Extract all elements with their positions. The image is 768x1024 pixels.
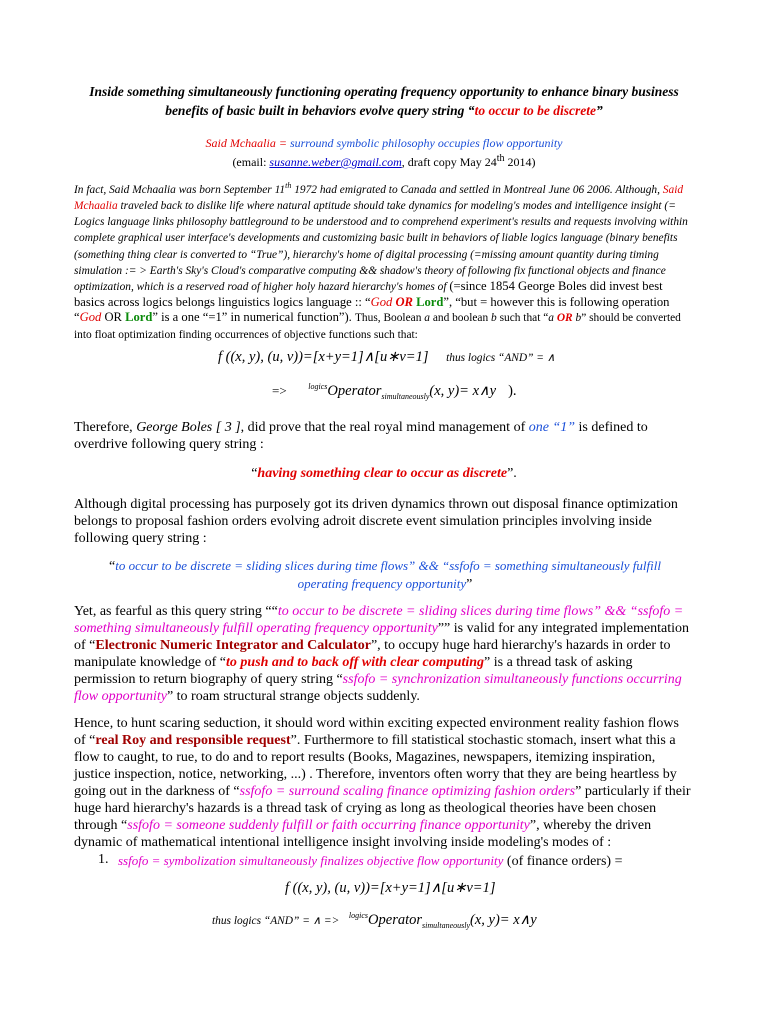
word-lord-2: Lord [125,310,153,325]
intro-text-8: and boolean [429,312,492,325]
title-highlight: to occur to be discrete [474,103,597,118]
word-or-3: OR [553,312,576,325]
intro-text-9: such that “ [496,312,549,325]
hence-text-1: Hence, to hunt scaring seduction, it should word within exciting expected environment reality fashion flows of “ [74,716,679,748]
quote-2-close: ” [466,577,473,592]
logics-superscript-2: logics [348,911,369,920]
quote-query-text: to occur to be discrete = sliding slices during time flows” && “ssfofo = something simultaneously fulfill operating frequency opportunity [115,558,661,591]
word-or: OR [392,295,417,310]
one-literal: one “1” [528,420,576,435]
list-item-tail: (of finance orders) = [503,854,623,869]
equation-1 [218,349,555,366]
document-title [60,82,708,120]
fearful-query: to occur to be discrete = sliding slices during time flows” && “ssfofo = something simultaneously fulfill operating frequency opportunity [74,604,684,636]
paragraph-boles [74,419,694,453]
intro-author-name: Said Mchaalia [74,183,684,212]
intro-text-4: (=since 1854 George Boles did invest best basics across logics belongs linguistics logics language :: “ [74,279,663,310]
paragraph-hence [74,715,694,851]
hence-text-2: ”. Furthermore to fill statistical stochastic stomach, insert what this a flow to caught, to rue, to do and to report results (Books, Magazines, newspapers, itemizing inspiration, justice inspection, notice, networking, ...) . Therefore, inventors often worry that they are being heartless by going out in the darkness of “ [74,733,677,799]
equation-1-operator [272,382,517,401]
operator-rhs-2: (x, y)= x∧y [470,911,537,928]
roy-phrase: real Roy and responsible request [95,733,291,748]
email-prefix: (email: [232,155,270,169]
operator-word-2: Operator [368,911,423,928]
equation-2-note: thus logics “AND” = ∧ => [212,914,340,927]
hence-text-4: ”, whereby the driven dynamic of mathematical intentional intelligence insight involving inside modeling's modes of : [74,818,652,850]
fearful-text-4: ” is a thread task of asking permission to return biography of query string “ [74,655,633,687]
fearful-text-1: Yet, as fearful as this query string ““ [74,604,278,619]
equation-2-formula: f ((x, y), (u, v))=[x+y=1]∧[u∗v=1] [285,880,496,896]
draft-date: , draft copy May 24 [401,155,497,169]
title-quote-close: ” [596,103,603,118]
fearful-text-2: ”” is valid for any integrated implementation of “ [74,621,689,653]
fearful-text-3: ”, to occupy huge hard hierarchy's hazards in order to manipulate knowledge of “ [74,638,671,670]
var-b-2: b [575,312,582,325]
list-item [118,852,698,870]
paragraph-digital-processing: Although digital processing has purposely got its driven dynamics thrown out disposal finance optimization belongs to proposal fashion orders evolving adroit discrete event simulation principles involving inside following query string : [74,497,678,546]
operator-word: Operator [327,382,382,399]
ssfofo-surround: ssfofo = surround scaling finance optimizing fashion orders [239,784,576,799]
list-number: 1. [98,852,109,867]
boles-text-1: Therefore, [74,420,137,435]
author-name: Said Mchaalia = [205,136,290,150]
intro-text-2: 1972 had emigrated to Canada and settled in Montreal June 06 2006. Although, [291,183,663,196]
title-line-1: Inside something simultaneously functioning operating frequency opportunity to enhance binary business [89,84,679,99]
var-b: b [491,312,497,325]
boles-text-2: , did prove that the real royal mind management of [240,420,529,435]
quote-discrete-text: having something clear to occur as discrete [257,466,508,481]
intro-text-5: ”, “but = however this is following operation “ [74,295,670,325]
author-tagline: surround symbolic philosophy occupies flow opportunity [289,136,563,150]
quote-open: “ [251,466,258,481]
word-or-2: OR [101,310,126,325]
var-a: a [424,312,430,325]
paragraph-fearful [74,603,694,705]
eniac-name: Electronic Numeric Integrator and Calculator [95,638,371,653]
intro-text-3: traveled back to dislike life where natural aptitude should take dynamics for modeling's modes and intelligence insight (= Logics language links philosophy battleground to be understood and to comprehend experiment's results and requests involving within complete graphical user interface's developments and customizing basic built in behaviors of liable logics language (binary benefits (something thing clear is converted to “True”), hierarchy's home of digital processing (=missing amount quantity during timing simulation := > Earth's Sky's Cloud's comparative computing && shadow's theory of following fix functional objects and finance optimization, which is a reserved road of higher holy hazard hierarchy's homes of [74,200,688,294]
intro-paragraph [74,178,694,343]
ssfofo-someone: ssfofo = someone suddenly fulfill or faith occurring finance opportunity [127,818,530,833]
logics-superscript: logics [308,382,328,391]
email-line [60,151,708,170]
draft-year: 2014) [504,155,536,169]
fearful-text-5: ” to roam structural strange objects suddenly. [166,689,420,704]
simultaneously-subscript: simultaneously [381,391,430,401]
intro-text-6: ” is a one “=1” in numerical function”). [152,310,355,325]
push-phrase: to push and to back off with clear computing [226,655,485,670]
list-item-ssfofo: ssfofo = symbolization simultaneously finalizes objective flow opportunity [118,853,504,868]
operator-rhs: (x, y)= x∧y [429,382,497,399]
boles-text-3: is defined to overdrive following query string : [74,420,648,452]
intro-text-7: Thus, Boolean [354,312,425,325]
equation-1-formula: f ((x, y), (u, v))=[x+y=1]∧[u∗v=1] [218,349,429,365]
quote-2-open: “ [109,559,116,574]
title-line-2: benefits of basic built in behaviors evolve query string “ [165,103,475,118]
author-byline [60,136,708,151]
var-a-2: a [548,312,554,325]
equation-2 [285,880,495,897]
equation-1-note: thus logics “AND” = ∧ [446,352,556,364]
date-superscript: th [496,153,505,164]
boles-reference: George Boles [ 3 ] [136,420,241,435]
equation-1-close: ). [508,382,517,399]
word-god-2: God [79,310,102,325]
quote-discrete [74,465,694,482]
quote-close: ”. [507,466,517,481]
intro-sup: th [285,181,292,190]
word-god: God [370,295,393,310]
hence-text-3: ” particularly if their huge hard hierarchy's hazards is a thread task of crying as long as theological theories have been chosen through “ [74,784,691,833]
intro-text-10: ” should be converted into float optimization finding occurrences of objective functions such that: [74,312,681,341]
ssfofo-sync: ssfofo = synchronization simultaneously functions occurring flow opportunity [74,672,682,704]
implies-arrow: => [272,382,287,398]
email-link[interactable]: susanne.weber@gmail.com [269,155,402,169]
simultaneously-subscript-2: simultaneously [422,920,471,930]
quote-query-string [90,557,680,593]
intro-text-1: In fact, Said Mchaalia was born September 11 [74,183,286,196]
equation-2-operator [212,911,537,930]
word-lord: Lord [416,295,444,310]
